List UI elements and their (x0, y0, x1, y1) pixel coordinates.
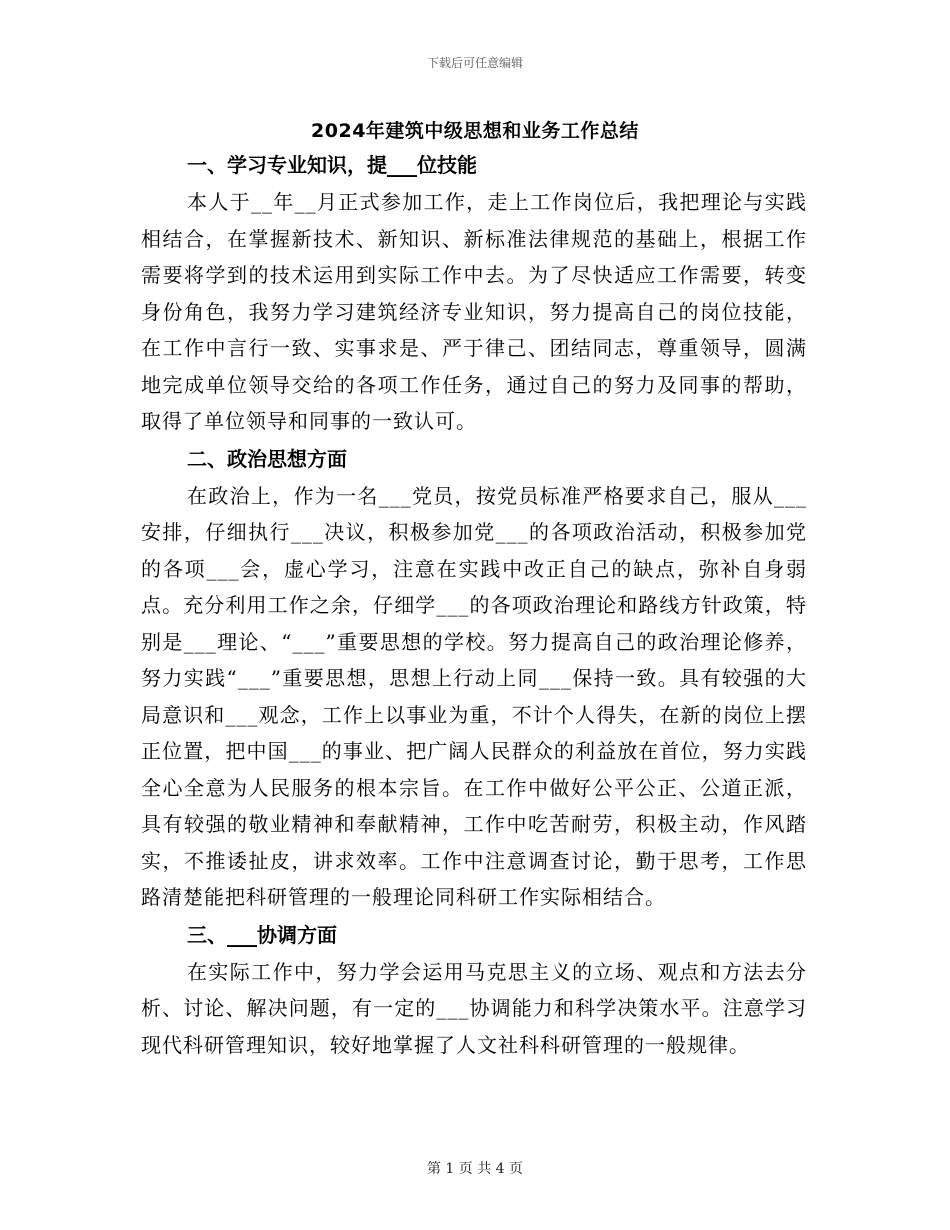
page-footer: 第 1 页 共 4 页 (426, 1161, 524, 1177)
document-title: 2024年建筑中级思想和业务工作总结 (311, 120, 639, 142)
document-body (141, 148, 807, 1063)
section-paragraph-3: 在实际工作中，努力学会运用马克思主义的立场、观点和方法去分析、讨论、解决问题，有一定的___协调能力和科学决策水平。注意学习现代科研管理知识，较好地掌握了人文社科科研管理的一般规律。 (141, 959, 807, 1057)
section-heading-3: 三、___协调方面 (187, 922, 337, 947)
header-note: 下载后可任意编辑 (426, 56, 523, 70)
section-paragraph-1: 本人于__年__月正式参加工作，走上工作岗位后，我把理论与实践相结合，在掌握新技术、新知识、新标准法律规范的基础上，根据工作需要将学到的技术运用到实际工作中去。为了尽快适应工作需要，转变身份角色，我努力学习建筑经济专业知识，努力提高自己的岗位技能，在工作中言行一致、实事求是、严于律己、团结同志，尊重领导，圆满地完成单位领导交给的各项工作任务，通过自己的努力及同事的帮助，取得了单位领导和同事的一致认可。 (141, 190, 807, 433)
section-heading-2: 二、政治思想方面 (187, 446, 347, 471)
section-heading-1: 一、学习专业知识，提___位技能 (187, 153, 477, 177)
section-paragraph-2: 在政治上，作为一名___党员，按党员标准严格要求自己，服从___安排，仔细执行___决议，积极参加党___的各项政治活动，积极参加党的各项___会，虚心学习，注意在实践中改正自己的缺点，弥补自身弱点。充分利用工作之余，仔细学___的各项政治理论和路线方针政策，特别是___理论、“___”重要思想的学校。努力提高自己的政治理论修养，努力实践“___”重要思想，思想上行动上同___保持一致。具有较强的大局意识和___观念，工作上以事业为重，不计个人得失，在新的岗位上摆正位置，把中国___的事业、把广阔人民群众的利益放在首位，努力实践全心全意为人民服务的根本宗旨。在工作中做好公平公正、公道正派，具有较强的敬业精神和奉献精神，工作中吃苦耐劳，积极主动，作风踏实，不推诿扯皮，讲求效率。工作中注意调查讨论，勤于思考，工作思路清楚能把科研管理的一般理论同科研工作实际相结合。 (141, 483, 807, 909)
